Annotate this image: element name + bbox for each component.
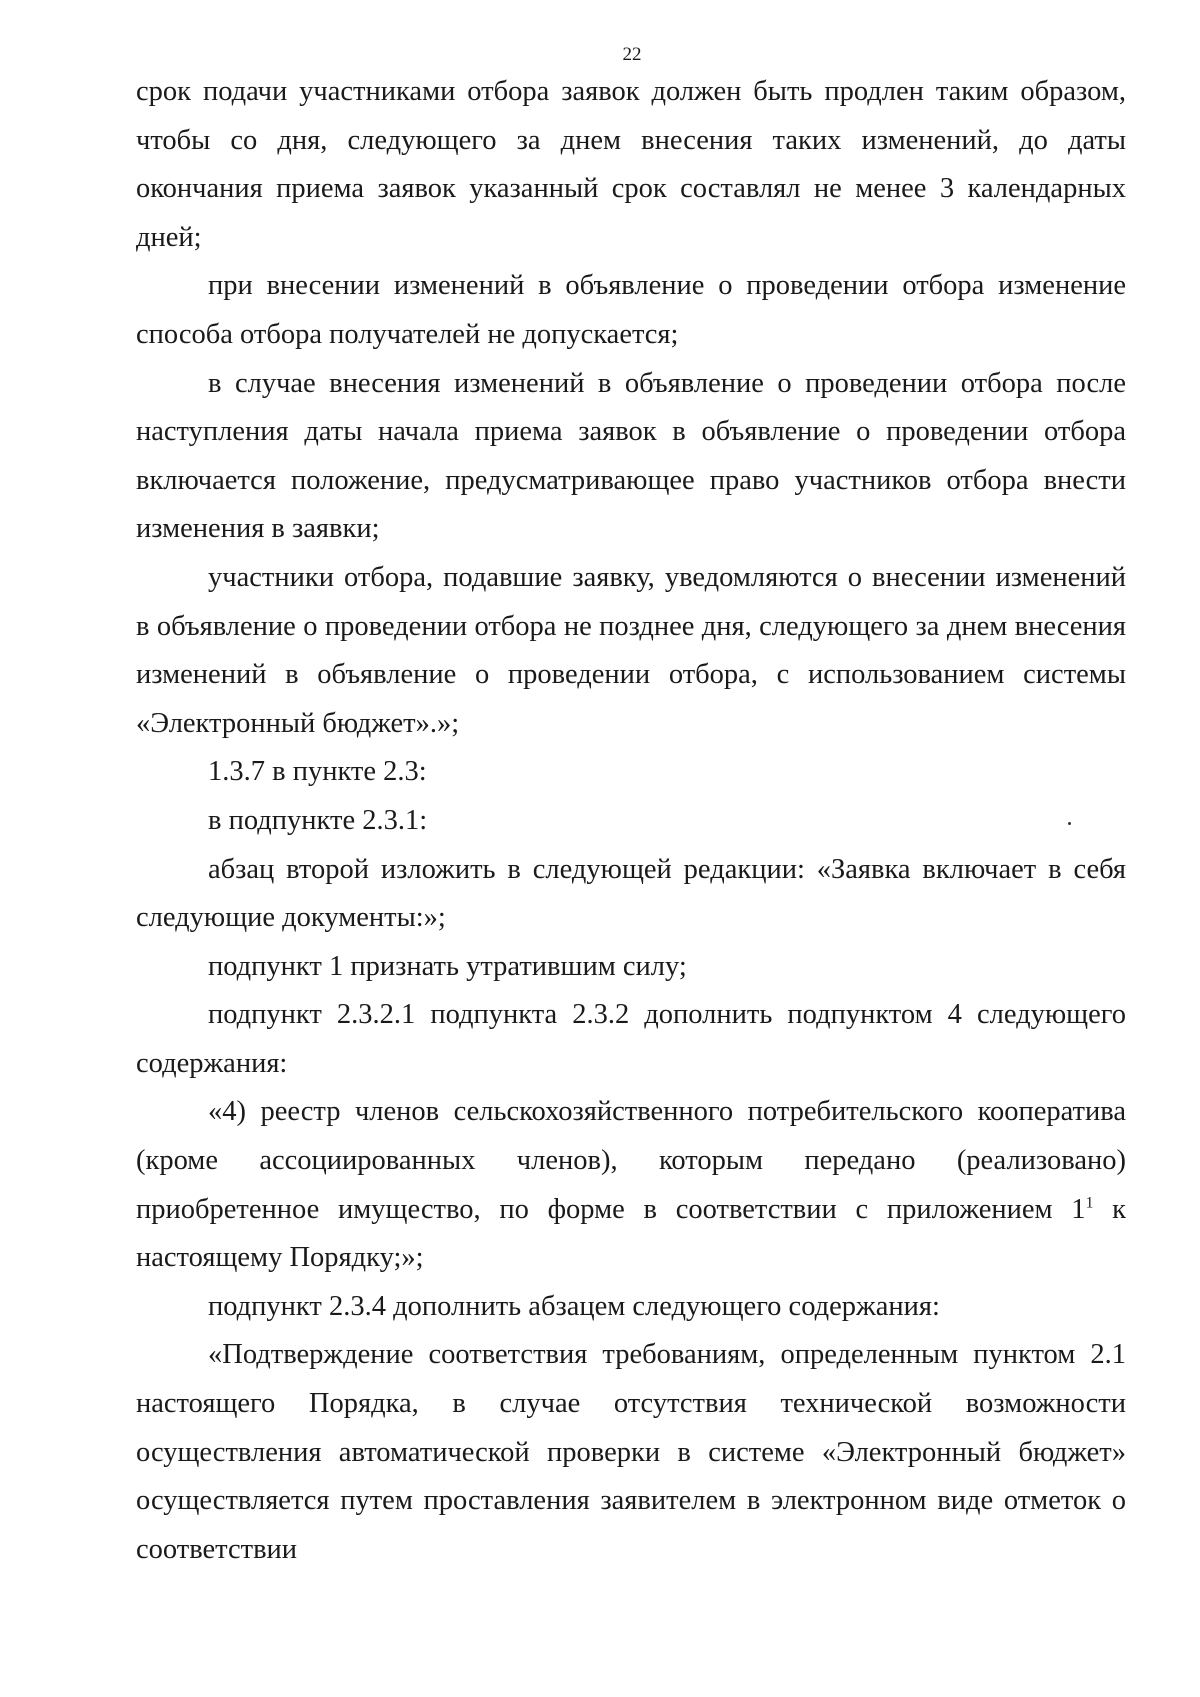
appendix-superscript: 1 bbox=[1085, 1194, 1094, 1212]
paragraph-subitem-2-3-1: в подпункте 2.3.1: bbox=[208, 804, 428, 836]
register-text-end: к настоящему Порядку;»; bbox=[136, 1193, 1126, 1274]
register-text-main: «4) реестр членов сельскохозяйственного потребительского кооператива (кроме ассоциированных членов), которым передано (реализовано) приобретенное имущество, по форме в соответствии с приложением 1 bbox=[136, 1096, 1126, 1225]
document-body bbox=[136, 68, 1126, 1574]
paragraph-subitem-2-3-4: подпункт 2.3.4 дополнить абзацем следующего содержания: bbox=[208, 1290, 940, 1322]
paragraph-subitem-1-repealed: подпункт 1 признать утратившим силу; bbox=[208, 950, 687, 982]
page-number: 22 bbox=[622, 44, 642, 65]
scan-speck bbox=[1068, 822, 1071, 825]
paragraph-cooperative-register bbox=[136, 1088, 1126, 1282]
paragraph-selection-method: при внесении изменений в объявление о проведении отбора изменение способа отбора получателей не допускается; bbox=[136, 270, 1126, 350]
paragraph-participant-notification: участники отбора, подавшие заявку, уведомляются о внесении изменений в объявление о проведении отбора не позднее дня, следующего за днем внесения изменений в объявление о проведении отбора, с использованием системы «Электронный бюджет».»; bbox=[136, 561, 1126, 739]
paragraph-subitem-2-3-2-1: подпункт 2.3.2.1 подпункта 2.3.2 дополнить подпунктом 4 следующего содержания: bbox=[136, 999, 1126, 1079]
paragraph-item-1-3-7: 1.3.7 в пункте 2.3: bbox=[208, 756, 427, 788]
paragraph-second-paragraph-edit: абзац второй изложить в следующей редакции: «Заявка включает в себя следующие документы:»; bbox=[136, 853, 1126, 934]
paragraph-compliance-confirmation: «Подтверждение соответствия требованиям, определенным пунктом 2.1 настоящего Порядка, в случае отсутствия технической возможности осуществления автоматической проверки в системе «Электронный бюджет» осуществляется путем проставления заявителем в электронном виде отметок о соответствии bbox=[136, 1339, 1126, 1565]
paragraph-submission-deadline: срок подачи участниками отбора заявок должен быть продлен таким образом, чтобы со дня, следующего за днем внесения таких изменений, до даты окончания приема заявок указанный срок составлял не менее 3 календарных дней; bbox=[136, 76, 1126, 253]
paragraph-changes-after-start: в случае внесения изменений в объявление о проведении отбора после наступления даты начала приема заявок в объявление о проведении отбора включается положение, предусматривающее право участников отбора внести изменения в заявки; bbox=[136, 367, 1126, 545]
